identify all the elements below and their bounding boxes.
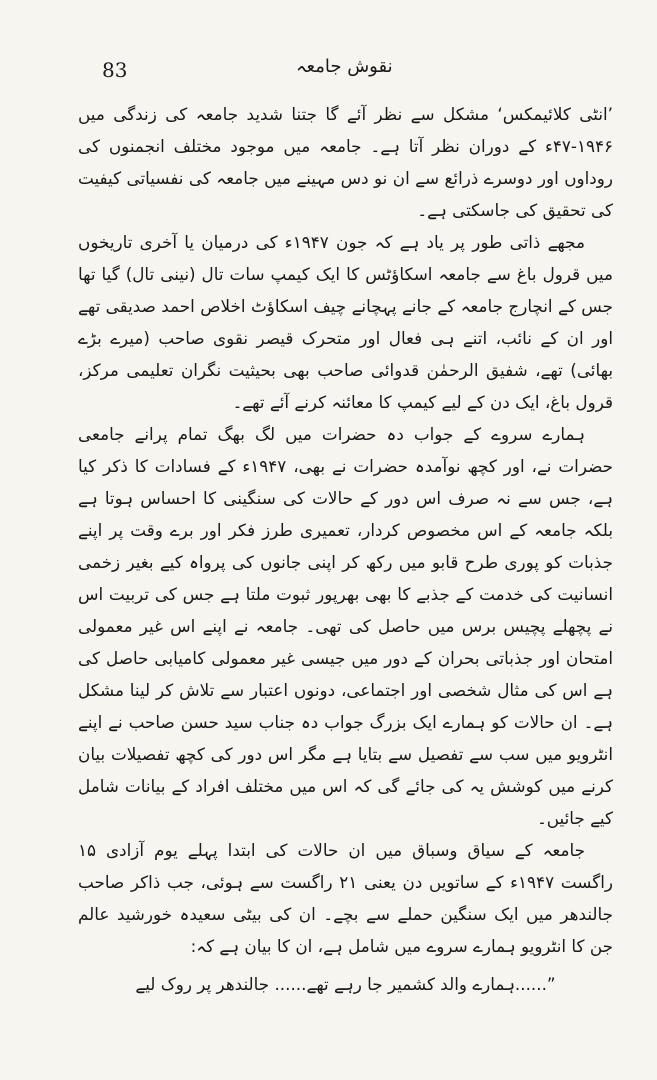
paragraph-1: ’انٹی کلائیمکس‘ مشکل سے نظر آئے گا جتنا شدید جامعہ کی زندگی میں ۱۹۴۶-۴۷ء کے دوران نظر آتا ہے۔ جامعہ میں موجود مختلف انجمنوں کی روداوں اور دوسرے ذرائع سے ان نو دس مہینے میں جامعہ کی نفسیاتی کیفیت کی تحقیق کی جاسکتی ہے۔	[78, 104, 613, 220]
page-header	[0, 52, 657, 92]
quote-line: ”......ہمارے والد کشمیر جا رہے تھے...... جالندھر پر روک لیے	[135, 974, 556, 994]
paragraph-2: مجھے ذاتی طور پر یاد ہے کہ جون ۱۹۴۷ء کی درمیان یا آخری تاریخوں میں قرول باغ سے جامعہ اسکاؤٹس کا ایک کیمپ سات تال (نینی تال) گیا تھا جس کے انچارج جامعہ کے جانے پہچانے چیف اسکاؤٹ اخلاص احمد صدیقی تھے اور ان کے نائب، اتنے ہی فعال اور متحرک قیصر نقوی صاحب (میرے بڑے بھائی) تھے، شفیق الرحمٰن قدوائی صاحب بھی بحیثیت نگران تعلیمی مرکز، قرول باغ، ایک دن کے لیے کیمپ کا معائنہ کرنے آئے تھے۔	[78, 232, 613, 412]
page-number: 83	[102, 58, 128, 82]
text-body	[78, 98, 613, 1000]
paragraph-4: جامعہ کے سیاق وسباق میں ان حالات کی ابتدا پہلے یوم آزادی ۱۵ راگست ۱۹۴۷ء کے ساتویں دن یعنی ۲۱ راگست سے ہوئی، جب ذاکر صاحب جالندھر میں ایک سنگین حملے سے بچے۔ ان کی بیٹی سعیدہ خورشید عالم جن کا انٹرویو ہمارے سروے میں شامل ہے، ان کا بیان ہے کہ:	[78, 840, 613, 956]
paragraph-3: ہمارے سروے کے جواب دہ حضرات میں لگ بھگ تمام پرانے جامعی حضرات نے، اور کچھ نوآمدہ حضرات نے بھی، ۱۹۴۷ء کے فسادات کا ذکر کیا ہے، جس سے نہ صرف اس دور کے حالات کی سنگینی کا احساس ہوتا ہے بلکہ جامعہ کے اس مخصوص کردار، تعمیری طرز فکر اور برے وقت پر اپنے جذبات کو پوری طرح قابو میں رکھ کر اپنی جانوں کی پرواہ کیے بغیر زخمی انسانیت کی خدمت کے جذبے کا بھی بھرپور ثبوت ملتا ہے جس کی تربیت اس نے پچھلے پچیس برس میں حاصل کی تھی۔ جامعہ نے اپنے اس غیر معمولی امتحان اور جذباتی بحران کے دور میں جیسی غیر معمولی کامیابی حاصل کی ہے اس کی مثال شخصی اور اجتماعی، دونوں اعتبار سے تلاش کر لینا مشکل ہے۔ ان حالات کو ہمارے ایک بزرگ جواب دہ جناب سید حسن صاحب نے اپنے انٹرویو میں سب سے تفصیل سے بتایا ہے مگر اس دور کی کچھ تفصیلات بیان کرنے میں کوشش یہ کی جائے گی کہ اس میں مختلف افراد کے بیانات شامل کیے جائیں۔	[78, 424, 614, 828]
running-title: نقوش جامعہ	[296, 56, 393, 77]
